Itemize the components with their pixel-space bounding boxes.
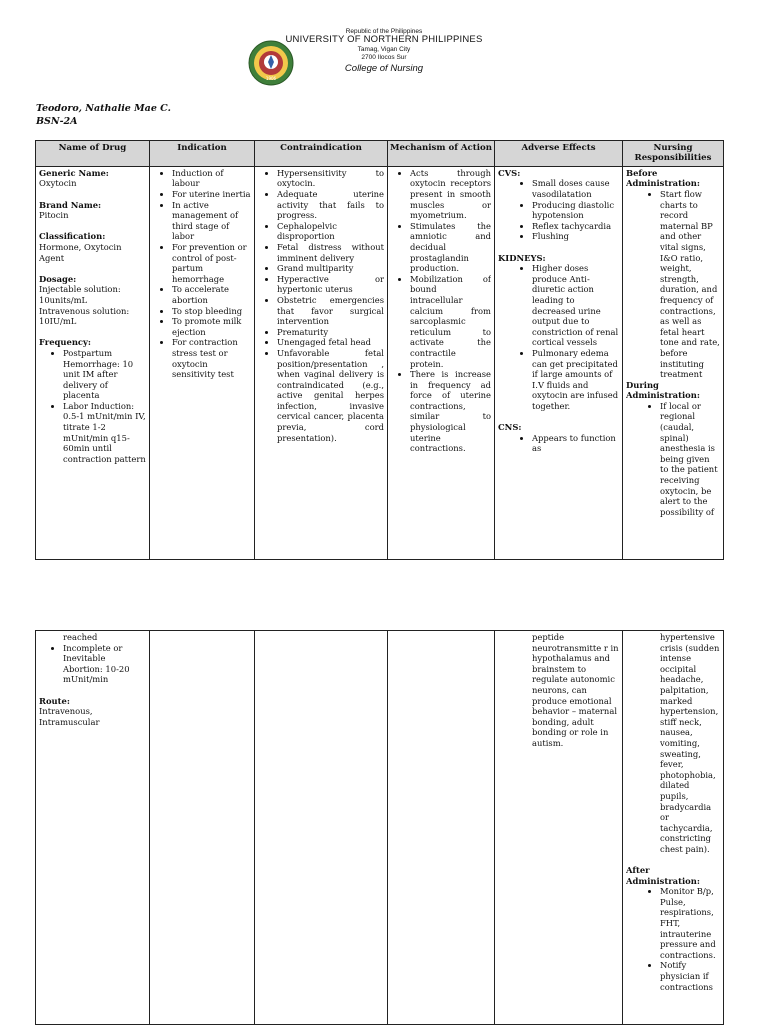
column-header-contraindication: Contraindication (255, 141, 388, 167)
indication-item: • For uterine inertia (172, 189, 251, 200)
contraindication-item: • Hypersensitivity to oxytocin. (277, 168, 384, 189)
after-item: • Notify physician if contractions (660, 960, 720, 992)
cvs-list (498, 178, 619, 242)
cell-adverse-effects-continued (495, 631, 623, 1025)
brand-label: Brand Name: (39, 199, 102, 210)
cell-name-of-drug (36, 166, 150, 559)
during-item: • If local or regional (caudal, spinal) anesthesia is being given to the patient receiving oxytocin, be alert to the possibility of (660, 401, 720, 518)
dosage-label: Dosage: (39, 273, 77, 284)
cell-mechanism (388, 166, 495, 559)
mechanism-item: • There is increase in frequency ad force of uterine contractions, similar to physiological uterine contractions. (410, 369, 491, 454)
student-info (36, 102, 171, 128)
contraindication-item: • Unfavorable fetal position/presentation , when vaginal delivery is contraindicated (e.g., active genital herpes infection, invasive cervical cancer, placenta previa, cord presentation). (277, 348, 384, 443)
indication-item: • To accelerate abortion (172, 284, 251, 305)
contraindication-item: • Hyperactive or hypertonic uterus (277, 274, 384, 295)
after-administration-label: After Administration: (626, 865, 700, 886)
republic-line: Republic of the Philippines (345, 28, 423, 35)
drug-study-table-page-2 (35, 630, 724, 1025)
indication-item: • In active management of third stage of labor (172, 200, 251, 242)
cell-nursing-continued (623, 631, 724, 1025)
drug-study-table-page-1 (35, 140, 724, 560)
generic-value: Oxytocin (39, 178, 77, 189)
contraindication-item: • Prematurity (277, 327, 384, 338)
cell-indication (150, 166, 255, 559)
frequency-item-continued: reached (63, 632, 98, 642)
before-administration-label: Before Administration: (626, 167, 700, 189)
cvs-item: • Small doses cause vasodilatation (532, 178, 619, 199)
mechanism-list (391, 168, 491, 454)
before-item: • Start flow charts to record maternal BP and other vital signs, I&O ratio, weight, strength, duration, and frequency of contractions, as well as fetal heart tone and rate, before instituting treatment (660, 189, 720, 380)
svg-text:1906: 1906 (265, 76, 277, 81)
contraindication-item: • Fetal distress without imminent delivery (277, 242, 384, 263)
contraindication-item: • Grand multiparity (277, 263, 384, 274)
contraindication-item: • Obstetric emergencies that favor surgical intervention (277, 295, 384, 327)
cell-contraindication (255, 166, 388, 559)
contraindication-item: • Cephalopelvic disproportion (277, 221, 384, 242)
indication-item: • For contraction stress test or oxytocin sensitivity test (172, 337, 251, 379)
contraindication-list (258, 168, 384, 443)
kidneys-list (498, 263, 619, 411)
address-line-1: Tamag, Vigan City (357, 46, 411, 54)
mechanism-item: • Acts through oxytocin receptors present in smooth muscles or myometrium. (410, 168, 491, 221)
brand-value: Pitocin (39, 210, 69, 221)
kidneys-label: KIDNEYS: (498, 252, 546, 263)
frequency-label: Frequency: (39, 337, 91, 348)
classification-value: Hormone, Oxytocin Agent (39, 241, 122, 263)
kidneys-item: • Pulmonary edema can get precipitated if large amounts of I.V fluids and oxytocin are infused together. (532, 348, 619, 412)
indication-item: • Induction of labour (172, 168, 251, 189)
mechanism-item: • Mobilization of bound intracellular calcium from sarcoplasmic reticulum to activate the contractile protein. (410, 274, 491, 369)
cvs-label: CVS: (498, 167, 521, 178)
column-header-adverse-effects: Adverse Effects (495, 141, 623, 167)
cns-item-continued: peptide neurotransmitte r in hypothalamus and brainstem to regulate autonomic neurons, can produce emotional behavior – maternal bonding, adult bonding or role in autism. (532, 632, 619, 748)
indication-item: • For prevention or control of post-partum hemorrhage (172, 242, 251, 284)
cns-label: CNS: (498, 422, 522, 433)
mechanism-item: • Stimulates the amniotic and decidual prostaglandin production. (410, 221, 491, 274)
classification-label: Classification: (39, 231, 106, 242)
during-administration-label: During Administration: (626, 379, 700, 401)
generic-label: Generic Name: (39, 167, 109, 178)
after-item: • Monitor B/p, Pulse, respirations, FHT, intrauterine pressure and contractions. (660, 886, 720, 960)
cell-adverse-effects (495, 166, 623, 559)
column-header-indication: Indication (150, 141, 255, 167)
column-header-nursing: Nursing Responsibilities (623, 141, 724, 167)
indication-item: • To stop bleeding (172, 306, 251, 317)
column-header-mechanism: Mechanism of Action (388, 141, 495, 167)
route-label: Route: (39, 695, 70, 706)
frequency-item: • Labor Induction: 0.5-1 mUnit/min IV, titrate 1-2 mUnit/min q15-60min until contraction pattern (63, 401, 146, 465)
column-header-name: Name of Drug (36, 141, 150, 167)
contraindication-item: • Unengaged fetal head (277, 337, 384, 348)
cvs-item: • Flushing (532, 231, 619, 242)
kidneys-item: • Higher doses produce Anti-diuretic action leading to decreased urine output due to constriction of renal cortical vessels (532, 263, 619, 348)
indication-item: • To promote milk ejection (172, 316, 251, 337)
college-name: College of Nursing (344, 63, 424, 75)
frequency-item: • Postpartum Hemorrhage: 10 unit IM after delivery of placenta (63, 348, 146, 401)
cell-nursing-responsibilities (623, 166, 724, 559)
address-line-2: 2700 Ilocos Sur (361, 53, 407, 61)
contraindication-item: • Adequate uterine activity that fails to progress. (277, 189, 384, 221)
student-section: BSN-2A (36, 116, 78, 127)
cns-item: • Appears to function as (532, 433, 619, 454)
cell-indication-continued (150, 631, 255, 1025)
cell-contraindication-continued (255, 631, 388, 1025)
cell-mechanism-continued (388, 631, 495, 1025)
document-header (0, 28, 768, 75)
dosage-line: Intravenous solution: 10IU/mL (39, 305, 130, 327)
frequency-item: • Incomplete or Inevitable Abortion: 10-20 mUnit/min (63, 643, 146, 685)
student-name: Teodoro, Nathalie Mae C. (36, 103, 171, 114)
route-value: Intravenous, Intramuscular (39, 706, 100, 727)
cvs-item: • Reflex tachycardia (532, 221, 619, 232)
indication-list (153, 168, 251, 380)
during-item-continued: hypertensive crisis (sudden intense occipital headache, palpitation, marked hypertension, stiff neck, nausea, vomiting, sweating, fever, photophobia, dilated pupils, bradycardia or tachycardia, constricting chest pain). (660, 632, 720, 854)
cvs-item: • Producing diastolic hypotension (532, 200, 619, 221)
cell-name-of-drug-continued (36, 631, 150, 1025)
dosage-line: Injectable solution: 10units/mL (39, 284, 121, 305)
university-name: UNIVERSITY OF NORTHERN PHILIPPINES (285, 34, 483, 46)
